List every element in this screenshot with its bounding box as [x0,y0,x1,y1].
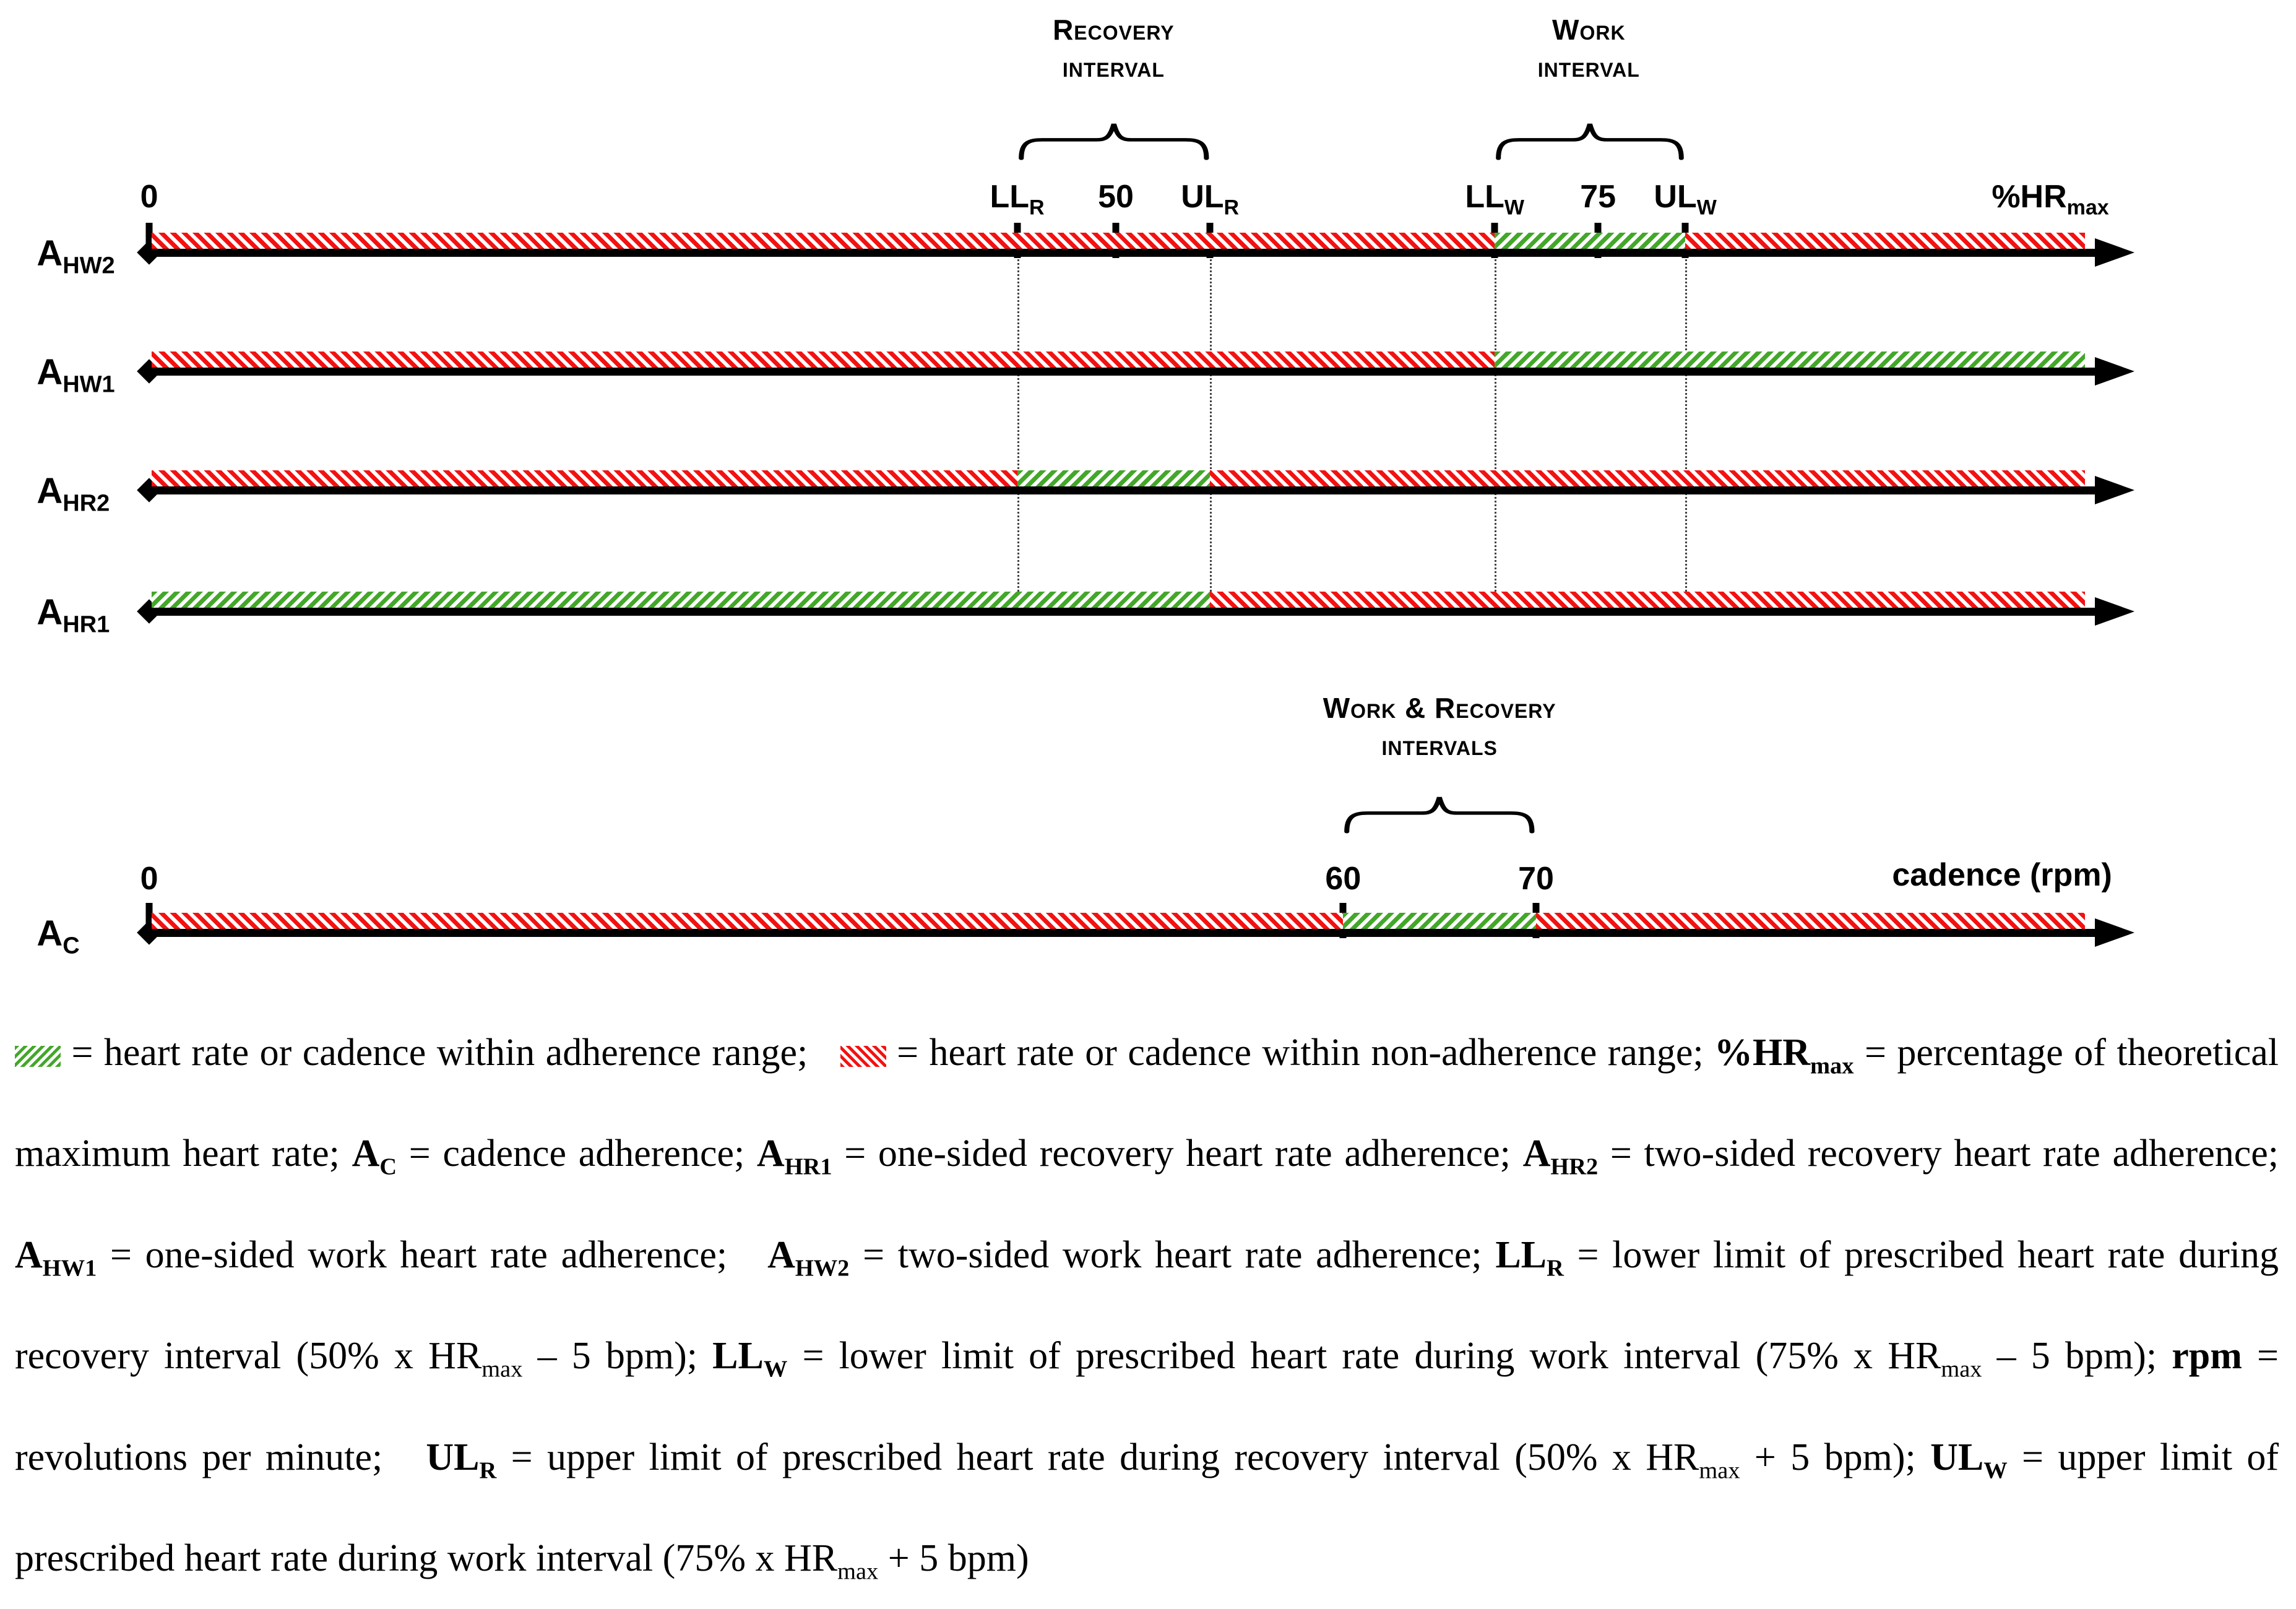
caption-text: LL [1495,1233,1547,1276]
heading-line2: interval [1062,51,1165,83]
axis-line [149,608,2099,616]
axis-arrowhead [2095,357,2134,386]
hrmax-main: %HR [1992,179,2067,215]
bar-segment-red [1210,470,2085,486]
ulr-main: UL [1181,179,1224,215]
label-main: A [37,592,63,632]
llr-sub: R [1029,196,1045,220]
axis-row-ahr2 [0,468,2296,524]
axis-line [149,249,2099,257]
ulw-main: UL [1654,179,1697,215]
recovery-interval-brace [1017,121,1211,161]
caption-text: A [767,1233,795,1276]
axis-label-ahr2 [37,470,110,517]
axis-label-ac [37,913,79,960]
label-main: A [37,352,63,392]
caption-text: = upper limit of prescribed heart rate during work interval (75% x HR [15,1436,2279,1579]
hrmax-sub: max [2066,196,2109,220]
caption-text: = cadence adherence; [397,1132,757,1175]
curly-brace-glyph [1017,121,1211,161]
caption-text: + 5 bpm) [878,1537,1029,1579]
caption-text: = one-sided recovery heart rate adherence; [832,1132,1523,1175]
dotted-line-ulr [1210,256,1212,614]
heading-line1: Work & Recovery [1323,692,1556,724]
axis-label-ahw2 [37,233,114,280]
caption-text: HR2 [1550,1154,1599,1180]
caption-text: A [15,1233,43,1276]
hr-axis-llr-label [990,178,1044,220]
caption-text: = percentage of theoretical maximum heart rate; [15,1032,2279,1175]
axis-row-ac [0,910,2296,966]
caption-text: UL [1930,1436,1984,1478]
llw-main: LL [1465,179,1504,215]
caption-text: rpm [2172,1335,2242,1378]
bar-segment-red [152,470,1017,486]
cadence-zero-label: 0 [140,861,158,897]
caption-text: W [763,1356,788,1383]
work-interval-brace [1495,121,1685,161]
caption-text: + 5 bpm); [1740,1436,1931,1478]
axis-arrowhead [2095,476,2134,504]
caption-text: max [1699,1457,1740,1483]
axis-line [149,486,2099,494]
cadence-axis-title: cadence (rpm) [1892,857,2112,893]
curly-brace-glyph [1495,121,1685,161]
curly-brace-glyph [1343,795,1536,834]
bar-segment-red [1536,913,2085,929]
caption-text: – 5 bpm); [522,1335,713,1378]
caption-text: = two-sided recovery heart rate adherence; [1598,1132,2279,1175]
axis-arrowhead [2095,597,2134,626]
caption-text: – 5 bpm); [1982,1335,2172,1378]
hr-axis-50-label [1098,178,1134,220]
hr-axis-ulr-label [1181,178,1239,220]
hr-axis-zero-label: 0 [140,179,158,215]
ulw-sub: W [1696,196,1717,220]
heading-line2: interval [1537,51,1640,83]
dotted-line-ulw [1685,256,1687,614]
hr-axis-title [1992,178,2108,220]
caption-text: C [379,1154,397,1180]
bar-segment-green [1017,470,1211,486]
fifty-main: 50 [1098,179,1134,215]
caption-text: A [352,1132,380,1175]
bar-segment-red [152,913,1343,929]
caption-text: = one-sided work heart rate adherence; [97,1233,768,1276]
caption-text: = revolutions per minute; [15,1335,2279,1478]
work-recovery-intervals-brace [1343,795,1536,834]
figure-caption [15,1009,2279,1609]
label-sub: HW1 [63,371,115,398]
caption-text: HW2 [795,1255,850,1282]
caption-text: = heart rate or cadence within non-adherence range; [886,1032,1715,1074]
axis-row-ahw1 [0,349,2296,405]
bar-segment-green [1343,913,1536,929]
work-recovery-intervals-heading [1323,689,1556,764]
label-main: A [37,233,63,274]
caption-text: max [1810,1053,1854,1079]
heading-line1: Work [1552,14,1626,46]
label-sub: HR2 [63,490,110,517]
heading-line2: intervals [1381,729,1498,761]
bar-segment-red [152,233,1495,249]
axis-label-ahw1 [37,352,114,399]
caption-text: R [1547,1255,1564,1282]
bar-segment-green [1495,352,2084,368]
work-interval-heading [1538,11,1640,85]
bar-segment-red [152,352,1495,368]
dotted-line-llr [1017,256,1019,614]
axis-line [149,368,2099,376]
dotted-line-llw [1495,256,1496,614]
caption-text: = lower limit of prescribed heart rate during recovery interval (50% x HR [15,1233,2279,1378]
llr-main: LL [990,179,1029,215]
ulr-sub: R [1224,196,1240,220]
caption-text: R [479,1457,497,1483]
axis-label-ahr1 [37,592,110,639]
label-sub: HW2 [63,252,115,279]
label-sub: HR1 [63,611,110,638]
axis-arrowhead [2095,238,2134,267]
axis-arrowhead [2095,918,2134,947]
red-hatch-swatch [840,1046,886,1067]
label-main: A [37,471,63,511]
hr-axis-llw-label [1465,178,1524,220]
caption-text: = heart rate or cadence within adherence range; [61,1032,840,1074]
caption-text: LL [712,1335,764,1378]
caption-text: HW1 [42,1255,97,1282]
cadence-60-label: 60 [1325,861,1362,897]
llw-sub: W [1504,196,1525,220]
caption-text: = lower limit of prescribed heart rate during work interval (75% x HR [787,1335,1941,1378]
seventyfive-main: 75 [1580,179,1616,215]
caption-text: W [1983,1457,2008,1483]
caption-text: A [1522,1132,1551,1175]
caption-text: HR1 [784,1154,832,1180]
caption-text: %HR [1714,1032,1811,1074]
caption-text: max [481,1356,523,1383]
caption-text: = two-sided work heart rate adherence; [849,1233,1496,1276]
hr-axis-75-label [1580,178,1616,220]
bar-segment-red [1210,592,2085,608]
bar-segment-green [1495,233,1685,249]
axis-line [149,929,2099,937]
bar-segment-red [1685,233,2085,249]
cadence-70-label: 70 [1518,861,1554,897]
axis-row-ahw2 [0,230,2296,286]
label-sub: C [63,933,80,959]
hr-axis-ulw-label [1654,178,1716,220]
label-main: A [37,913,63,954]
heading-line1: Recovery [1053,14,1175,46]
bar-segment-green [152,592,1210,608]
axis-row-ahr1 [0,589,2296,645]
caption-text: max [837,1558,879,1585]
caption-text: UL [426,1436,480,1478]
recovery-interval-heading [1053,11,1175,85]
caption-text: max [1941,1356,1982,1383]
green-hatch-swatch [15,1046,61,1067]
caption-text: A [756,1132,785,1175]
caption-text: = upper limit of prescribed heart rate during recovery interval (50% x HR [496,1436,1699,1478]
